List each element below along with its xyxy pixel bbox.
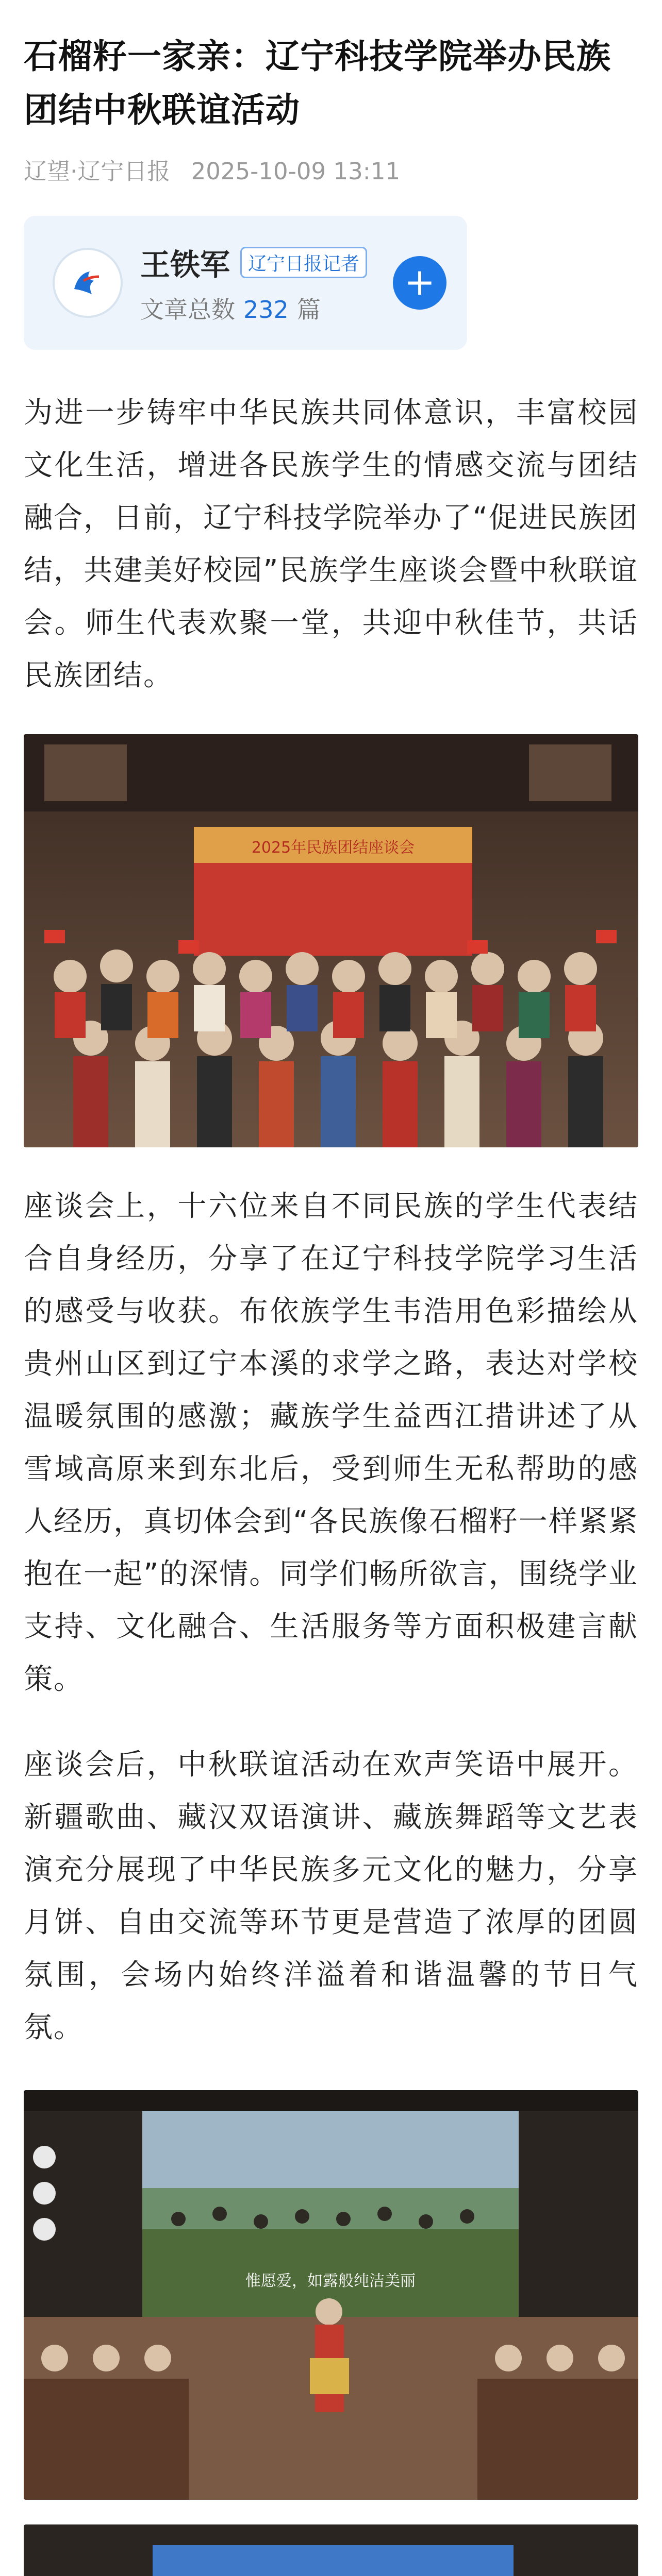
author-name[interactable]: 王铁军: [140, 247, 230, 282]
paragraph-3: 座谈会后，中秋联谊活动在欢声笑语中展开。新疆歌曲、藏汉双语演讲、藏族舞蹈等文艺表演充分展现了中华民族多元文化的魅力，分享月饼、自由交流等环节更是营造了浓厚的团圆氛围，会场内始终洋溢着和谐温馨的节日气氛。: [24, 1748, 638, 2044]
liaowang-logo-icon: [63, 258, 112, 308]
screen-lyrics: 惟愿爱，如露般纯洁美丽: [245, 2272, 416, 2290]
paragraph-1: 为进一步铸牢中华民族共同体意识，丰富校园文化生活，增进各民族学生的情感交流与团结融合，日前，辽宁科技学院举办了“促进民族团结，共建美好校园”民族学生座谈会暨中秋联谊会。师生代表欢聚一堂，共迎中秋佳节，共话民族团结。: [24, 396, 638, 692]
article-meta: [24, 152, 638, 186]
author-count-label: 文章总数: [140, 296, 235, 324]
article-title: 石榴籽一家亲：辽宁科技学院举办民族团结中秋联谊活动: [24, 37, 611, 130]
stage-photo: [24, 2524, 638, 2576]
author-article-count: [140, 291, 367, 325]
group-photo: [24, 734, 638, 1147]
author-count-value: 232: [243, 296, 289, 324]
banner-text: 2025年民族团结座谈会: [251, 839, 415, 857]
author-card[interactable]: [24, 216, 467, 350]
author-count-unit: 篇: [296, 296, 321, 324]
article-datetime: 2025-10-09 13:11: [191, 158, 401, 185]
author-avatar[interactable]: [53, 248, 123, 318]
author-role-badge: 辽宁日报记者: [240, 247, 367, 278]
mountain-screen: [153, 2545, 514, 2576]
article-source: 辽望·辽宁日报: [24, 158, 171, 185]
follow-button[interactable]: +: [393, 256, 446, 310]
performance-photo: [24, 2090, 638, 2500]
paragraph-2: 座谈会上，十六位来自不同民族的学生代表结合自身经历，分享了在辽宁科技学院学习生活的感受与收获。布依族学生韦浩用色彩描绘从贵州山区到辽宁本溪的求学之路，表达对学校温暖氛围的感激；藏族学生益西江措讲述了从雪域高原来到东北后，受到师生无私帮助的感人经历，真切体会到“各民族像石榴籽一样紧紧抱在一起”的深情。同学们畅所欲言，围绕学业支持、文化融合、生活服务等方面积极建言献策。: [24, 1190, 638, 1696]
